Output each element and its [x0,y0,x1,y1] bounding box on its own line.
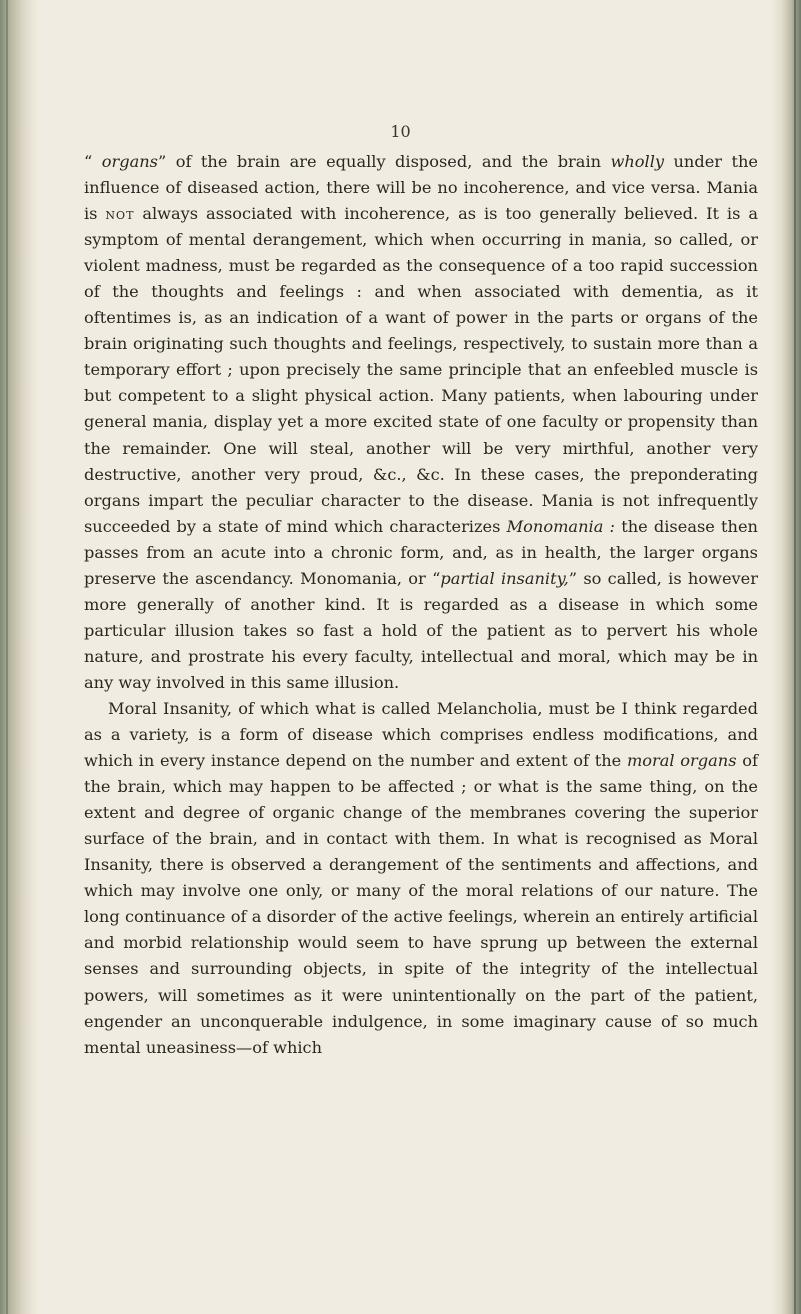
italic-text: partial insanity, [440,568,569,588]
small-caps-text: not [105,204,135,224]
text-run: ” so called, is however more generally of another kind. It is regarded as a disease in which some particular illusion takes so fast a hold of the patient as to pervert his whole nature, and prostrate his every faculty, intellectual and moral, which may be in any way involved in this same illusion. [84,568,758,692]
text-run: ” of the brain are equally disposed, and the brain [157,152,611,171]
paragraph [84,696,758,1061]
text-run: the disease then passes from an acute into a chronic form, and, as in health, the larger organs preserve the ascendancy. Monomania, or “ [84,516,758,588]
text-run: of the brain, which may happen to be affected ; or what is the same thing, on the extent and degree of organic change of the membranes covering the superior surface of the brain, and in contact with them. In what is recognised as Moral Insanity, there is observed a derangement of the sentiments and affections, and which may involve one only, or many of the moral relations of our nature. The long continuance of a disorder of the active feelings, wherein an entirely artificial and morbid relationship would seem to have sprung up between the external senses and surrounding objects, in spite of the integrity of the intellectual powers, will sometimes as it were unintentionally on the part of the patient, engender an unconquerable indulgence, in some imaginary cause of so much mental uneasiness—of which [84,751,758,1057]
text-run: “ [84,152,102,171]
edge-shadow [6,0,8,1314]
italic-text: moral organs [626,751,737,771]
text-run: always associated with incoherence, as is too generally believed. It is a symptom of mental derangement, which when occurring in mania, so called, or violent madness, must be regarded as the consequence of a too rapid succession of the thoughts and feelings : and when associated with dementia, as it oftentimes is, as an indication of a want of power in the parts or organs of the brain originating such thoughts and feelings, respectively, to sustain more than a temporary effort ; upon precisely the same principle that an enfeebled muscle is but competent to a slight physical action. Many patients, when labouring under general mania, display yet a more excited state of one faculty or propensity than the remainder. One will steal, another will be very mirthful, another very destructive, another very proud, &c., &c. In these cases, the preponderating organs impart the peculiar character to the disease. Mania is not infrequently succeeded by a state of mind which characterizes [84,204,758,536]
page-right-edge [771,0,801,1314]
italic-text: wholly [610,152,665,171]
italic-text: Monomania : [506,516,615,536]
edge-shadow [794,0,796,1314]
paragraph [84,149,758,696]
page-number: 10 [390,122,411,141]
text-run: Moral Insanity, of which what is called Melancholia, must be I think regarded as a variety, is a form of disease which comprises endless modifications, and which in every instance depend on the number and extent of the [84,698,758,771]
text-run: under the influence of diseased action, there will be no incoherence, and vice versa. Mania is [84,152,758,224]
italic-text: organs [101,152,158,171]
body-text [84,149,758,1061]
page-left-edge [0,0,40,1314]
